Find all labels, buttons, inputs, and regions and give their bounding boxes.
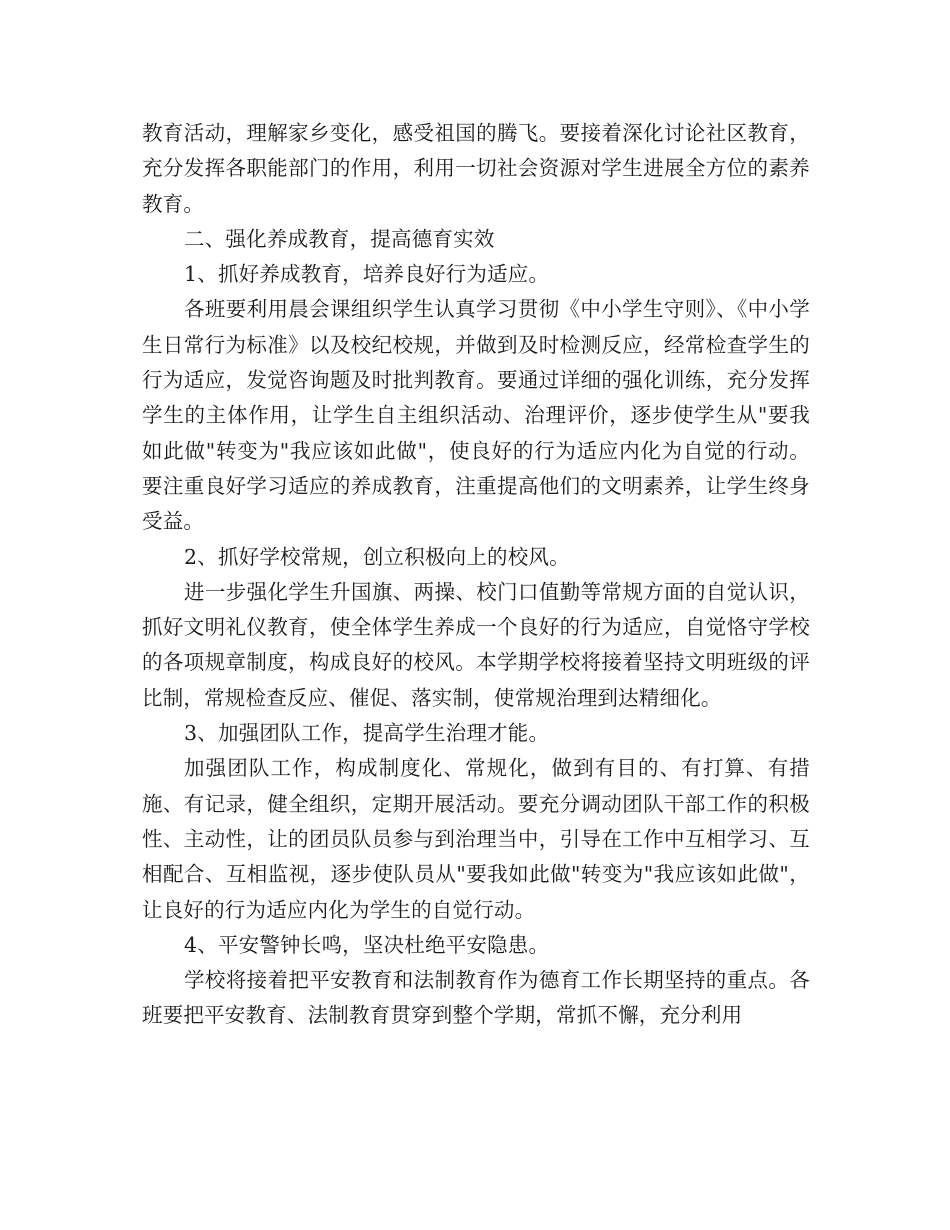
subheading-3: 3、加强团队工作，提高学生治理才能。	[184, 721, 550, 746]
paragraph-school-routine: 进一步强化学生升国旗、两操、校门口值勤等常规方面的自觉认识，抓好文明礼仪教育，使全体学生养成一个良好的行为适应，自觉恪守学校的各项规章制度，构成良好的校风。本学期学校将接着坚持文明班级的评比制，常规检查反应、催促、落实制，使常规治理到达精细化。	[142, 579, 810, 710]
paragraph-1: 教育活动，理解家乡变化，感受祖国的腾飞。要接着深化讨论社区教育，充分发挥各职能部门的作用，利用一切社会资源对学生进展全方位的素养教育。	[142, 121, 810, 216]
paragraph-safety: 学校将接着把平安教育和法制教育作为德育工作长期坚持的重点。各班要把平安教育、法制教育贯穿到整个学期，常抓不懈，充分利用	[142, 968, 810, 1028]
paragraph-habits: 各班要利用晨会课组织学生认真学习贯彻《中小学生守则》、《中小学生日常行为标准》以及校纪校规，并做到及时检测反应，经常检查学生的行为适应，发觉咨询题及时批判教育。要通过详细的强化训练，充分发挥学生的主体作用，让学生自主组织活动、治理评价，逐步使学生从"要我如此做"转变为"我应该如此做"，使良好的行为适应内化为自觉的行动。要注重良好学习适应的养成教育，注重提高他们的文明素养，让学生终身受益。	[142, 297, 810, 534]
subheading-2: 2、抓好学校常规，创立积极向上的校风。	[184, 544, 570, 569]
document-page	[142, 116, 810, 1034]
paragraph-team-work: 加强团队工作，构成制度化、常规化，做到有目的、有打算、有措施、有记录，健全组织，定期开展活动。要充分调动团队干部工作的积极性、主动性，让的团员队员参与到治理当中，引导在工作中互相学习、互相配合、互相监视，逐步使队员从"要我如此做"转变为"我应该如此做"，让良好的行为适应内化为学生的自觉行动。	[142, 756, 810, 922]
subheading-1: 1、抓好养成教育，培养良好行为适应。	[184, 262, 550, 287]
subheading-4: 4、平安警钟长鸣，坚决杜绝平安隐患。	[184, 932, 550, 957]
section-heading-2: 二、强化养成教育，提高德育实效	[184, 226, 495, 251]
